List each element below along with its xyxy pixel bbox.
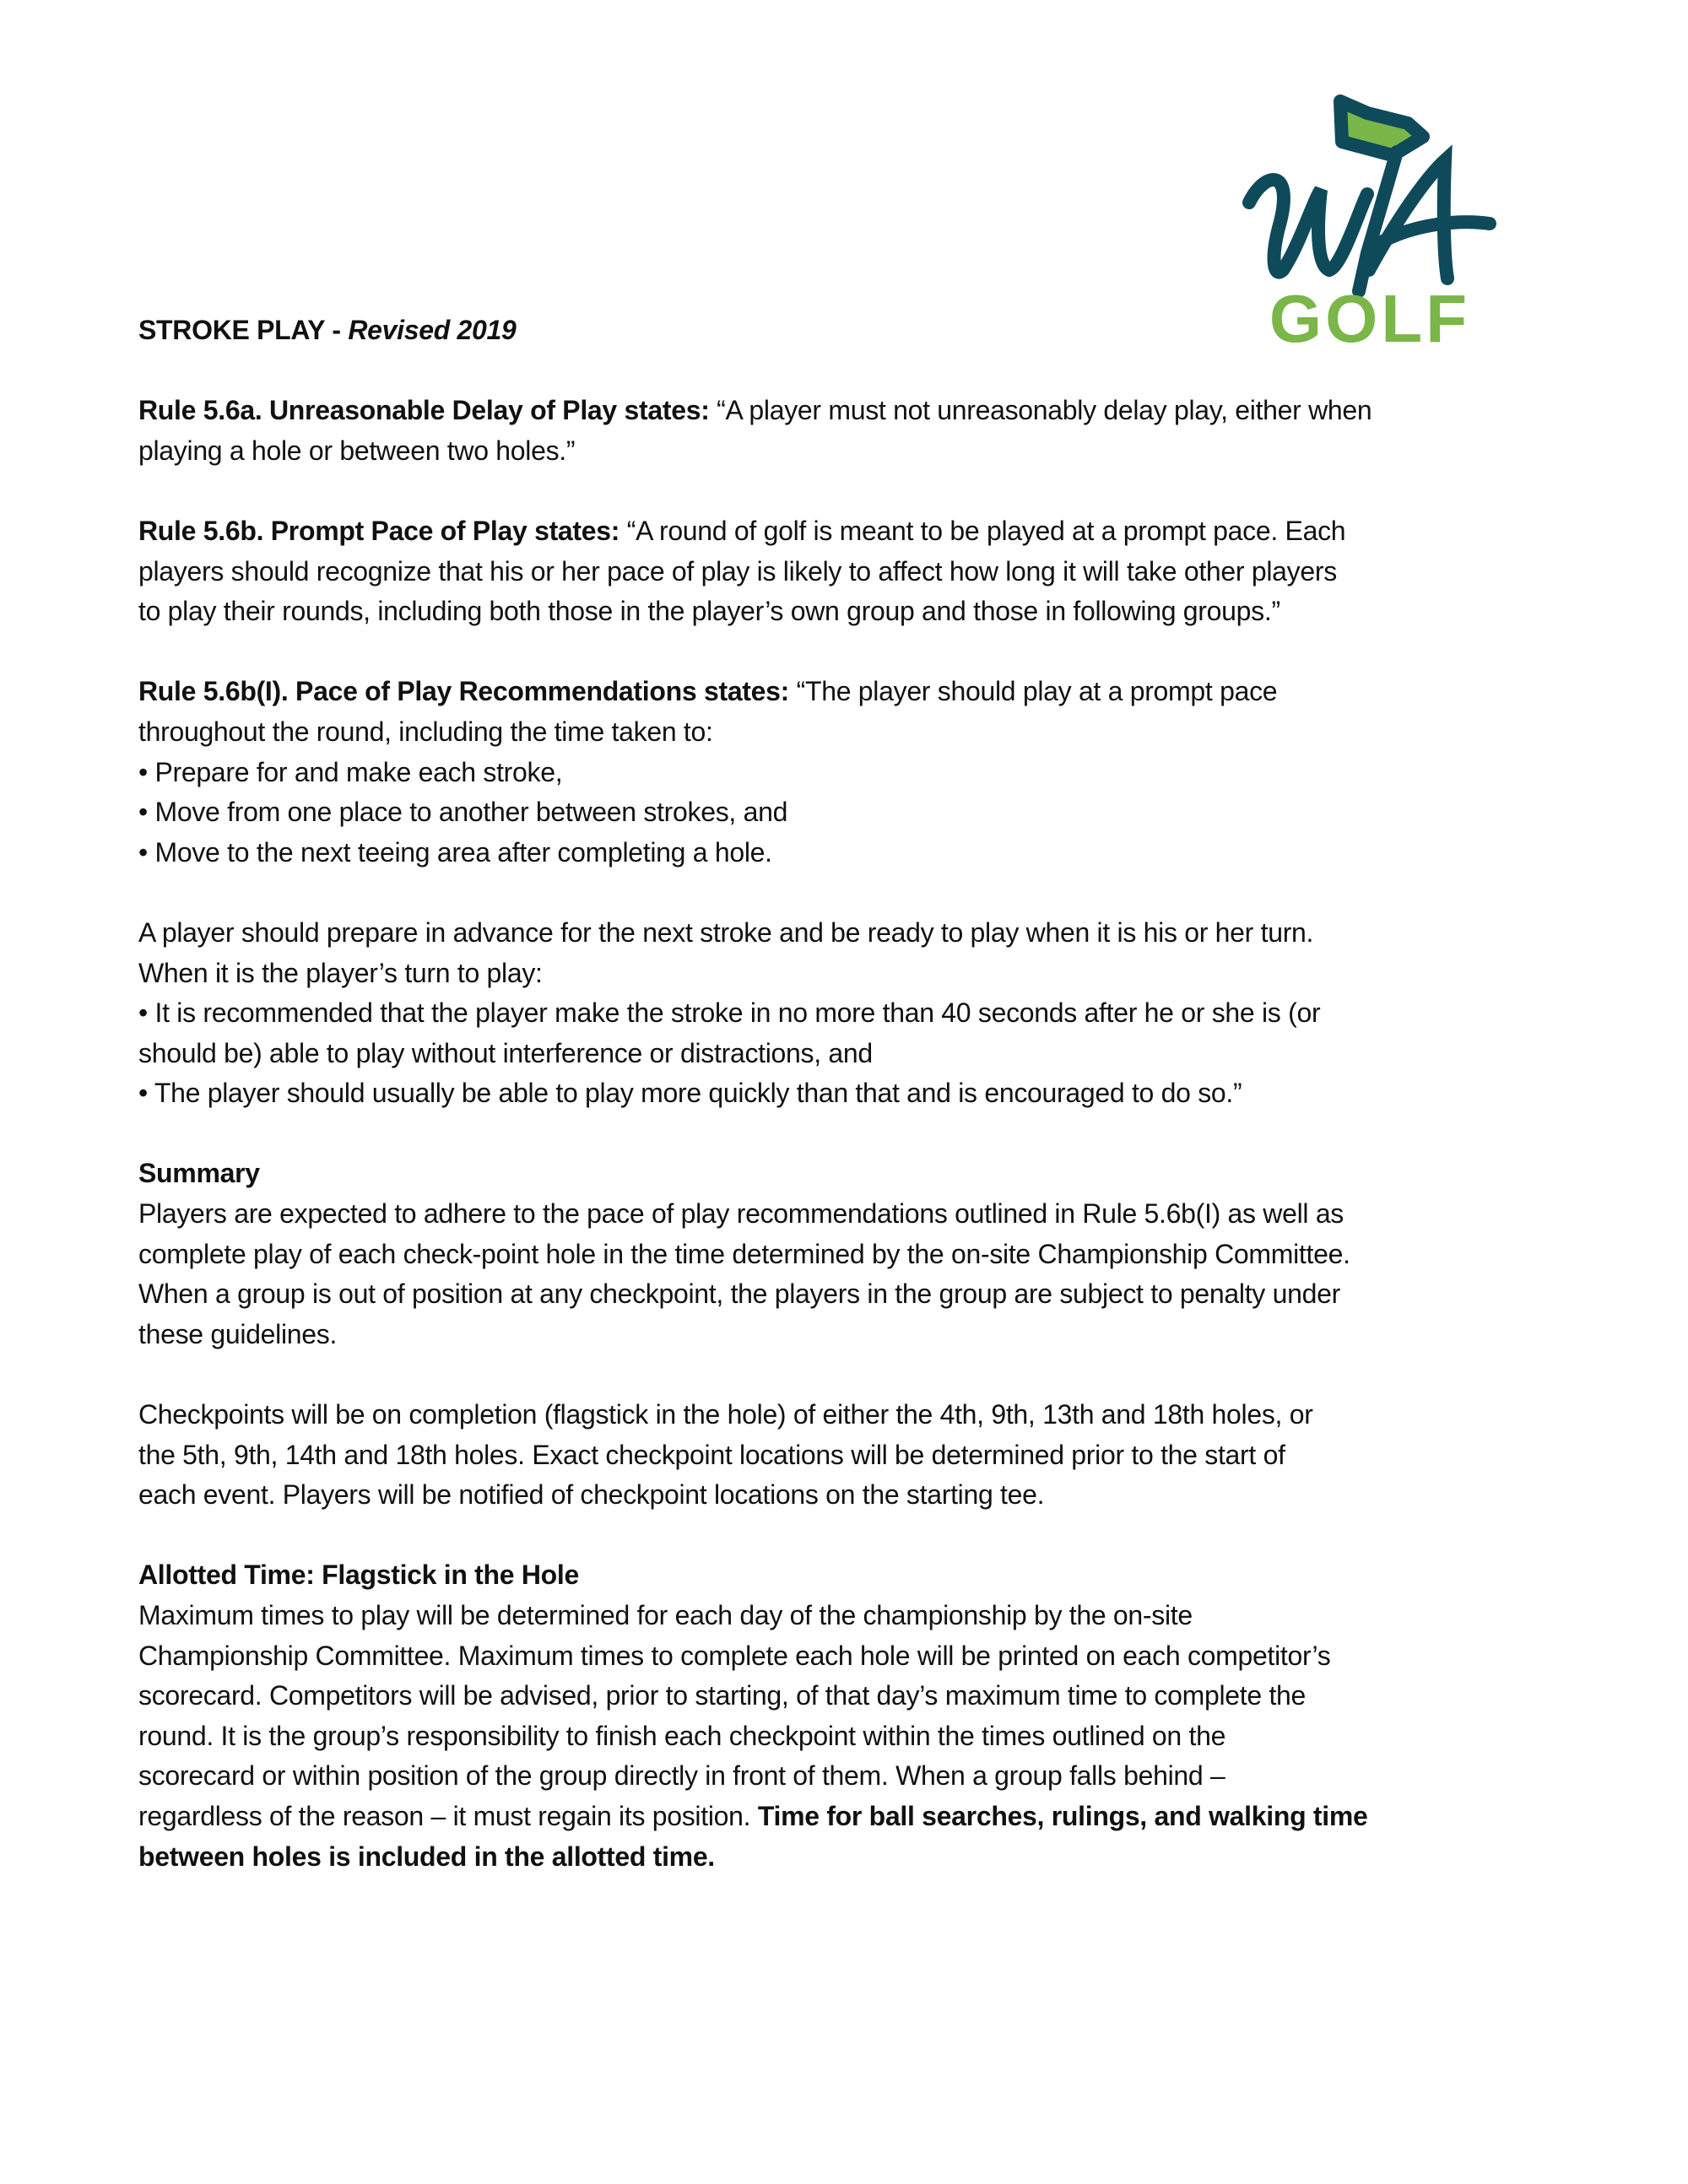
text-line [138, 792, 1573, 833]
text: Championship Committee. Maximum times to complete each hole will be printed on each competitor’s [138, 1640, 1331, 1671]
text-line [138, 1475, 1573, 1516]
text-line [138, 391, 1573, 431]
text-line [138, 1636, 1573, 1677]
text: complete play of each check-point hole in the time determined by the on-site Championship Committee. [138, 1238, 1350, 1269]
text: • Move from one place to another between strokes, and [138, 797, 788, 828]
text-line [138, 552, 1573, 592]
text-line [138, 1034, 1573, 1074]
text-line [138, 712, 1573, 753]
text-line [138, 954, 1573, 994]
text: “A player must not unreasonably delay play, either when [709, 395, 1372, 426]
text-line [138, 1315, 1573, 1355]
bold-text: Revised 2019 [348, 315, 517, 345]
text-line [138, 913, 1573, 954]
text: • Move to the next teeing area after completing a hole. [138, 836, 772, 868]
text: regardless of the reason – it must regain its position. [138, 1800, 758, 1831]
text-line [138, 753, 1573, 793]
text: • The player should usually be able to play more quickly than that and is encouraged to do so.” [138, 1078, 1242, 1109]
text-line [138, 431, 1573, 472]
text: A player should prepare in advance for the next stroke and be ready to play when it is his or her turn. [138, 916, 1314, 948]
bold-text: Summary [138, 1158, 260, 1189]
text-line [138, 1716, 1573, 1757]
text: Maximum times to play will be determined for each day of the championship by the on-site [138, 1600, 1193, 1630]
blank-line [138, 1114, 1573, 1154]
logo-text: GOLF [1269, 281, 1471, 354]
text-line [138, 1676, 1573, 1716]
text-line [138, 833, 1573, 873]
blank-line [138, 632, 1573, 673]
text: “The player should play at a prompt pace [789, 676, 1278, 707]
text: scorecard. Competitors will be advised, prior to starting, of that day’s maximum time to complete the [138, 1680, 1307, 1711]
text-line [138, 1154, 1573, 1194]
text: When a group is out of position at any checkpoint, the players in the group are subject to penalty under [138, 1279, 1340, 1310]
text-line [138, 993, 1573, 1034]
text: should be) able to play without interference or distractions, and [138, 1037, 873, 1068]
text-line [138, 592, 1573, 632]
text: Checkpoints will be on completion (flagstick in the hole) of either the 4th, 9th, 13th and 18th holes, or [138, 1399, 1313, 1430]
text-line [138, 1274, 1573, 1315]
text-line [138, 511, 1573, 552]
text: • Prepare for and make each stroke, [138, 756, 563, 787]
bold-text: Rule 5.6b(I). Pace of Play Recommendations states: [138, 676, 790, 707]
blank-line [138, 873, 1573, 913]
text: these guidelines. [138, 1318, 338, 1349]
bold-text: Time for ball searches, rulings, and walking time [757, 1800, 1368, 1831]
text-line [138, 1596, 1573, 1636]
text-line [138, 1756, 1573, 1797]
text: • It is recommended that the player make the stroke in no more than 40 seconds after he or she is (or [138, 997, 1321, 1029]
bold-text: between holes is included in the allotted time. [138, 1841, 715, 1872]
text-line [138, 672, 1573, 712]
text: When it is the player’s turn to play: [138, 957, 543, 988]
blank-line [138, 471, 1573, 511]
text-line [138, 1837, 1573, 1878]
bold-text: Rule 5.6b. Prompt Pace of Play states: [138, 515, 620, 546]
text: round. It is the group’s responsibility to finish each checkpoint within the times outlined on the [138, 1720, 1226, 1751]
text: throughout the round, including the time taken to: [138, 716, 713, 747]
bold-text: Allotted Time: Flagstick in the Hole [138, 1560, 580, 1591]
text-line [138, 1194, 1573, 1235]
text: playing a hole or between two holes.” [138, 435, 576, 466]
text: Players are expected to adhere to the pace of play recommendations outlined in Rule 5.6b(I) as well as [138, 1198, 1344, 1230]
document-body [138, 311, 1573, 1877]
text: the 5th, 9th, 14th and 18th holes. Exact checkpoint locations will be determined prior to the start of [138, 1439, 1285, 1470]
text: each event. Players will be notified of checkpoint locations on the starting tee. [138, 1479, 1045, 1511]
blank-line [138, 351, 1573, 392]
blank-line [138, 1516, 1573, 1556]
text-line [138, 1235, 1573, 1275]
text: “A round of golf is meant to be played at a prompt pace. Each [619, 515, 1346, 546]
text-line [138, 1395, 1573, 1435]
text-line [138, 1797, 1573, 1837]
text: players should recognize that his or her pace of play is likely to affect how long it will take other players [138, 555, 1337, 587]
text-line [138, 1555, 1573, 1596]
text-line [138, 1435, 1573, 1476]
text-line [138, 1073, 1573, 1114]
bold-text: STROKE PLAY - [138, 315, 349, 345]
blank-line [138, 1354, 1573, 1395]
text: scorecard or within position of the group directly in front of them. When a group falls behind – [138, 1760, 1225, 1792]
text: to play their rounds, including both those in the player’s own group and those in following groups.” [138, 596, 1280, 627]
text-line [138, 311, 1573, 351]
bold-text: Rule 5.6a. Unreasonable Delay of Play states: [138, 395, 710, 426]
